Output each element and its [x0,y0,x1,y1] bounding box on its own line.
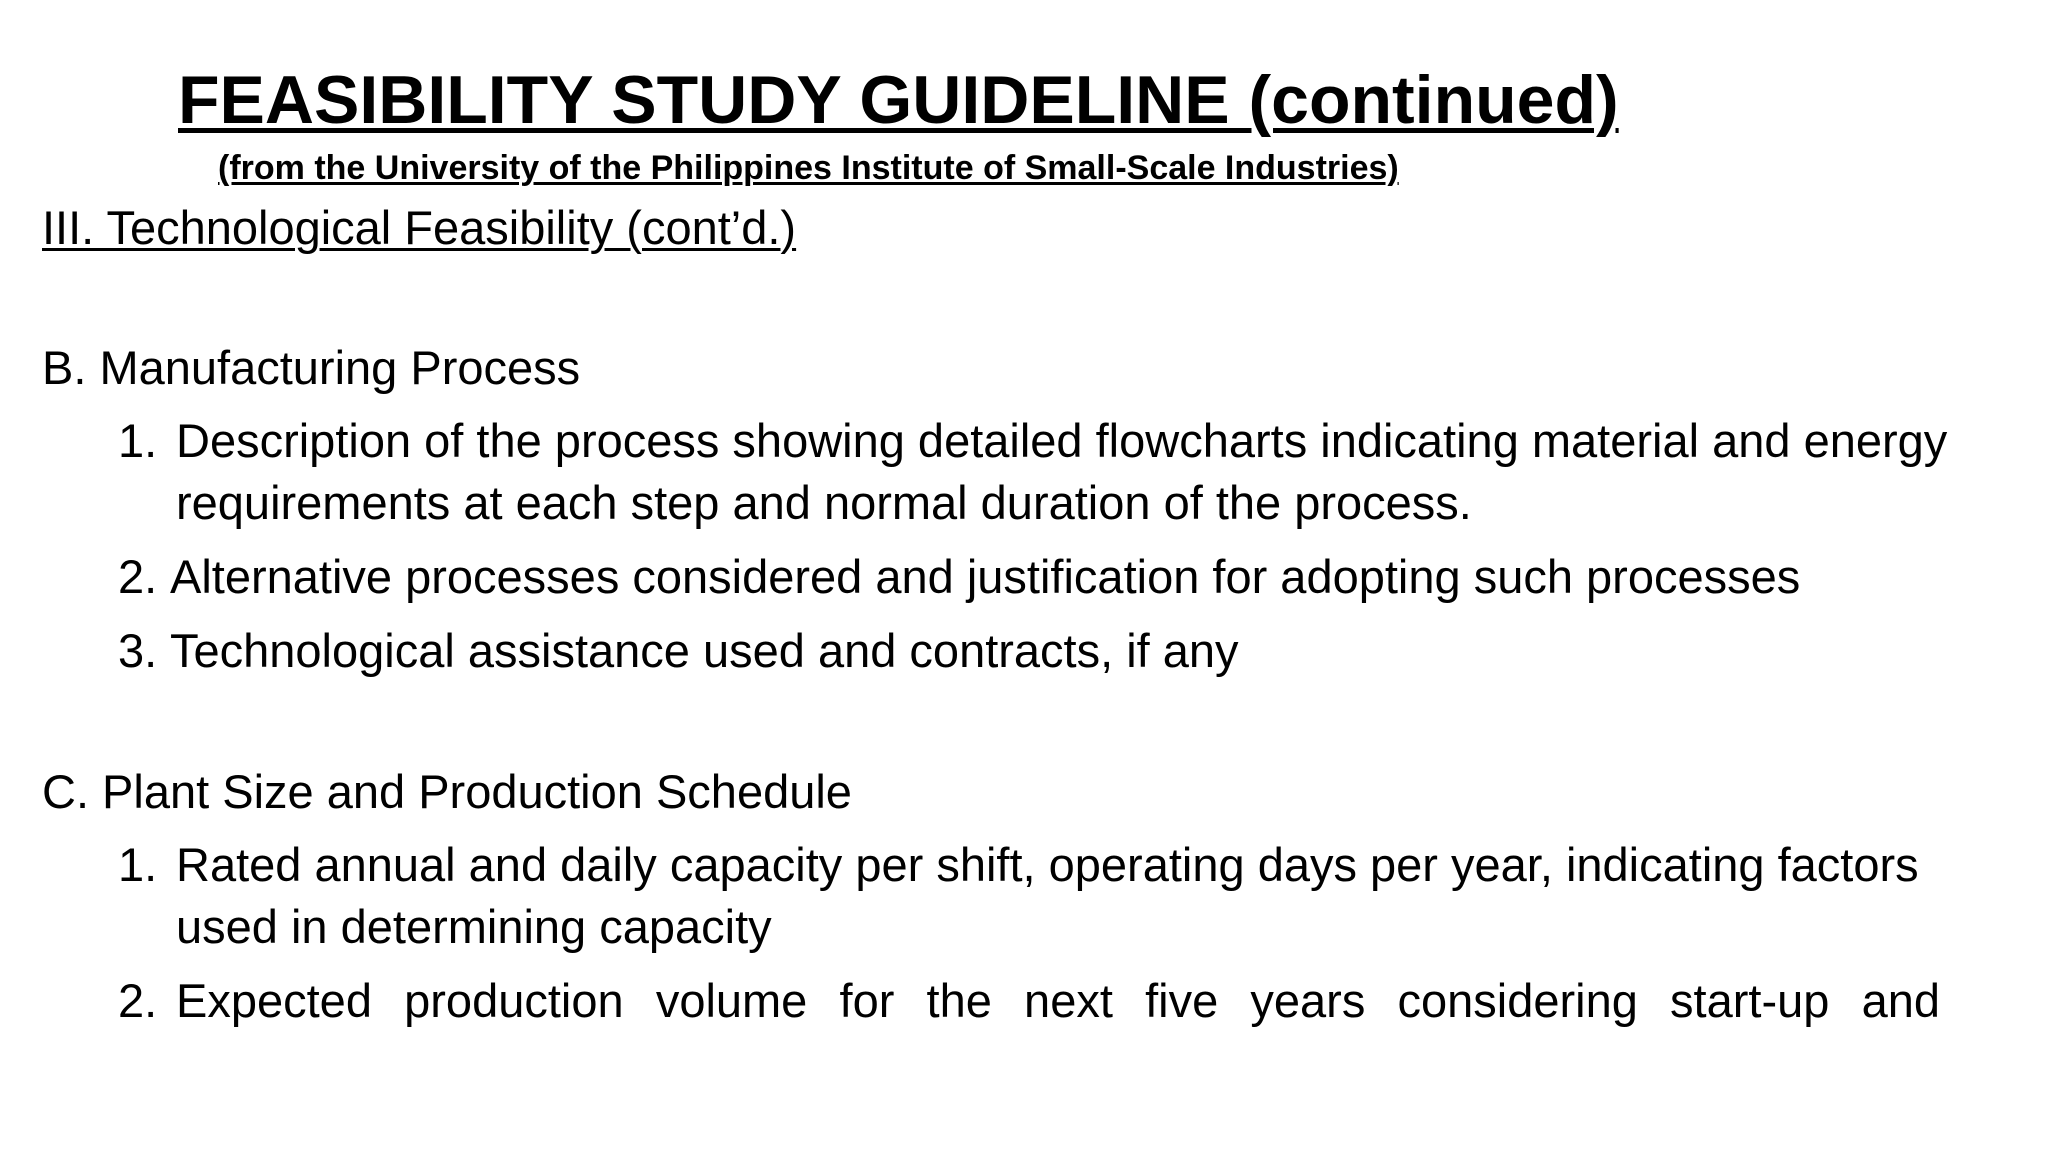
subsection-heading-plant-size: C. Plant Size and Production Schedule [42,765,852,818]
list-item-text: Description of the process showing detailed flowcharts indicating material and energy requirements at each step and normal duration of the process. [176,414,1948,529]
list-item [118,970,1948,1032]
list-item-text: Expected production volume for the next five years considering start-up and [176,974,1940,1027]
list-item-number: 3. [118,624,158,677]
subsection-heading-manufacturing-process: B. Manufacturing Process [42,341,581,394]
slide-subtitle: (from the University of the Philippines Institute of Small-Scale Industries) [218,149,1399,187]
list-item [118,410,1948,534]
section-heading: III. Technological Feasibility (cont’d.) [42,201,797,254]
list-item-number: 1. [118,414,158,467]
list-item [118,620,1948,682]
list-item-text: Alternative processes considered and justification for adopting such processes [170,550,1801,603]
slide-title: FEASIBILITY STUDY GUIDELINE (continued) [178,62,1619,138]
list-item-text: Technological assistance used and contracts, if any [170,624,1239,677]
list-item-text: Rated annual and daily capacity per shift, operating days per year, indicating factors used in determining capacity [176,838,1919,953]
list-item [118,546,1948,608]
list-item-number: 2. [118,974,158,1027]
list-item [118,834,1948,958]
list-item-number: 1. [118,838,158,891]
list-item-number: 2. [118,550,158,603]
